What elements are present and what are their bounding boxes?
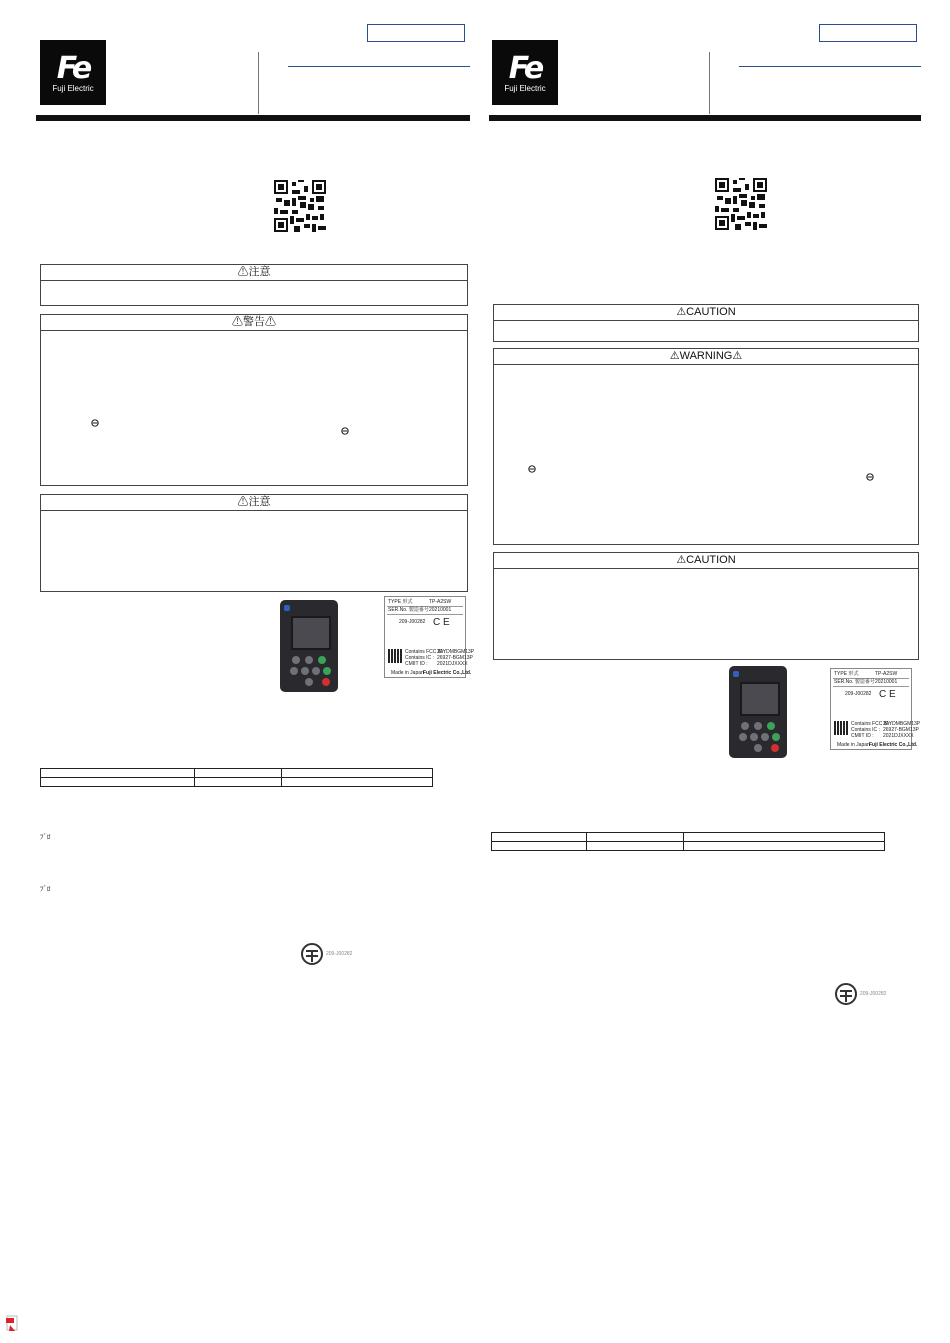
telec-certification-mark: 209-J00282 (834, 982, 892, 1006)
qr-code (274, 180, 326, 232)
telec-icon (300, 942, 324, 966)
header-divider (258, 52, 259, 114)
caution-heading: ⚠注意 (41, 265, 467, 281)
qr-code (715, 178, 767, 230)
touch-panel-device-image (729, 666, 787, 758)
fuji-electric-logo: Fe Fuji Electric (40, 40, 106, 105)
prohibition-icon (866, 473, 874, 481)
pdf-file-icon (6, 1315, 20, 1333)
japanese-page (36, 0, 475, 1343)
header-bar (489, 115, 921, 121)
prohibition-icon (528, 465, 536, 473)
label-qr-icon (834, 721, 848, 735)
figure-note: ﾌﾞﾛ (40, 834, 51, 841)
rating-plate: TYPE 形式 TP-A2SW SER.No. 製造番号 20210001 209-J00282 C E Contains FCC ID : 2AYDMBGM13P Contains IC : 26927-BGM13P CMIIT ID : 2021DJXXXX Made in Japan Fuji Electric Co.,Ltd. (384, 596, 466, 678)
prohibition-icon (341, 427, 349, 435)
caution-box-bottom (40, 494, 468, 592)
header-divider (709, 52, 710, 114)
spec-table (491, 832, 885, 851)
warning-heading: ⚠WARNING⚠ (494, 349, 918, 365)
caution-heading: ⚠CAUTION (494, 305, 918, 321)
caution-box-bottom (493, 552, 919, 660)
title-underline (739, 66, 921, 67)
caution-heading: ⚠注意 (41, 495, 467, 511)
caution-box-top (493, 304, 919, 342)
warning-heading: ⚠警告⚠ (41, 315, 467, 331)
document-number-box (367, 24, 465, 42)
spec-table (40, 768, 433, 787)
caution-box-top (40, 264, 468, 306)
touch-panel-device-image (280, 600, 338, 692)
rating-plate: TYPE 形式 TP-A2SW SER.No. 製造番号 20210001 209-J00282 C E Contains FCC ID : 2AYDMBGM13P Contains IC : 26927-BGM13P CMIIT ID : 2021DJXXXX Made in Japan Fuji Electric Co.,Ltd. (830, 668, 912, 750)
caution-heading: ⚠CAUTION (494, 553, 918, 569)
prohibition-icon (91, 419, 99, 427)
english-page (487, 0, 923, 1343)
warning-box (40, 314, 468, 486)
telec-certification-mark: 209-J00282 (300, 942, 358, 966)
document-number-box (819, 24, 917, 42)
telec-icon (834, 982, 858, 1006)
title-underline (288, 66, 470, 67)
header-bar (36, 115, 470, 121)
fuji-electric-logo: Fe Fuji Electric (492, 40, 558, 105)
label-qr-icon (388, 649, 402, 663)
figure-note: ﾌﾞﾛ (40, 886, 51, 893)
warning-box (493, 348, 919, 545)
